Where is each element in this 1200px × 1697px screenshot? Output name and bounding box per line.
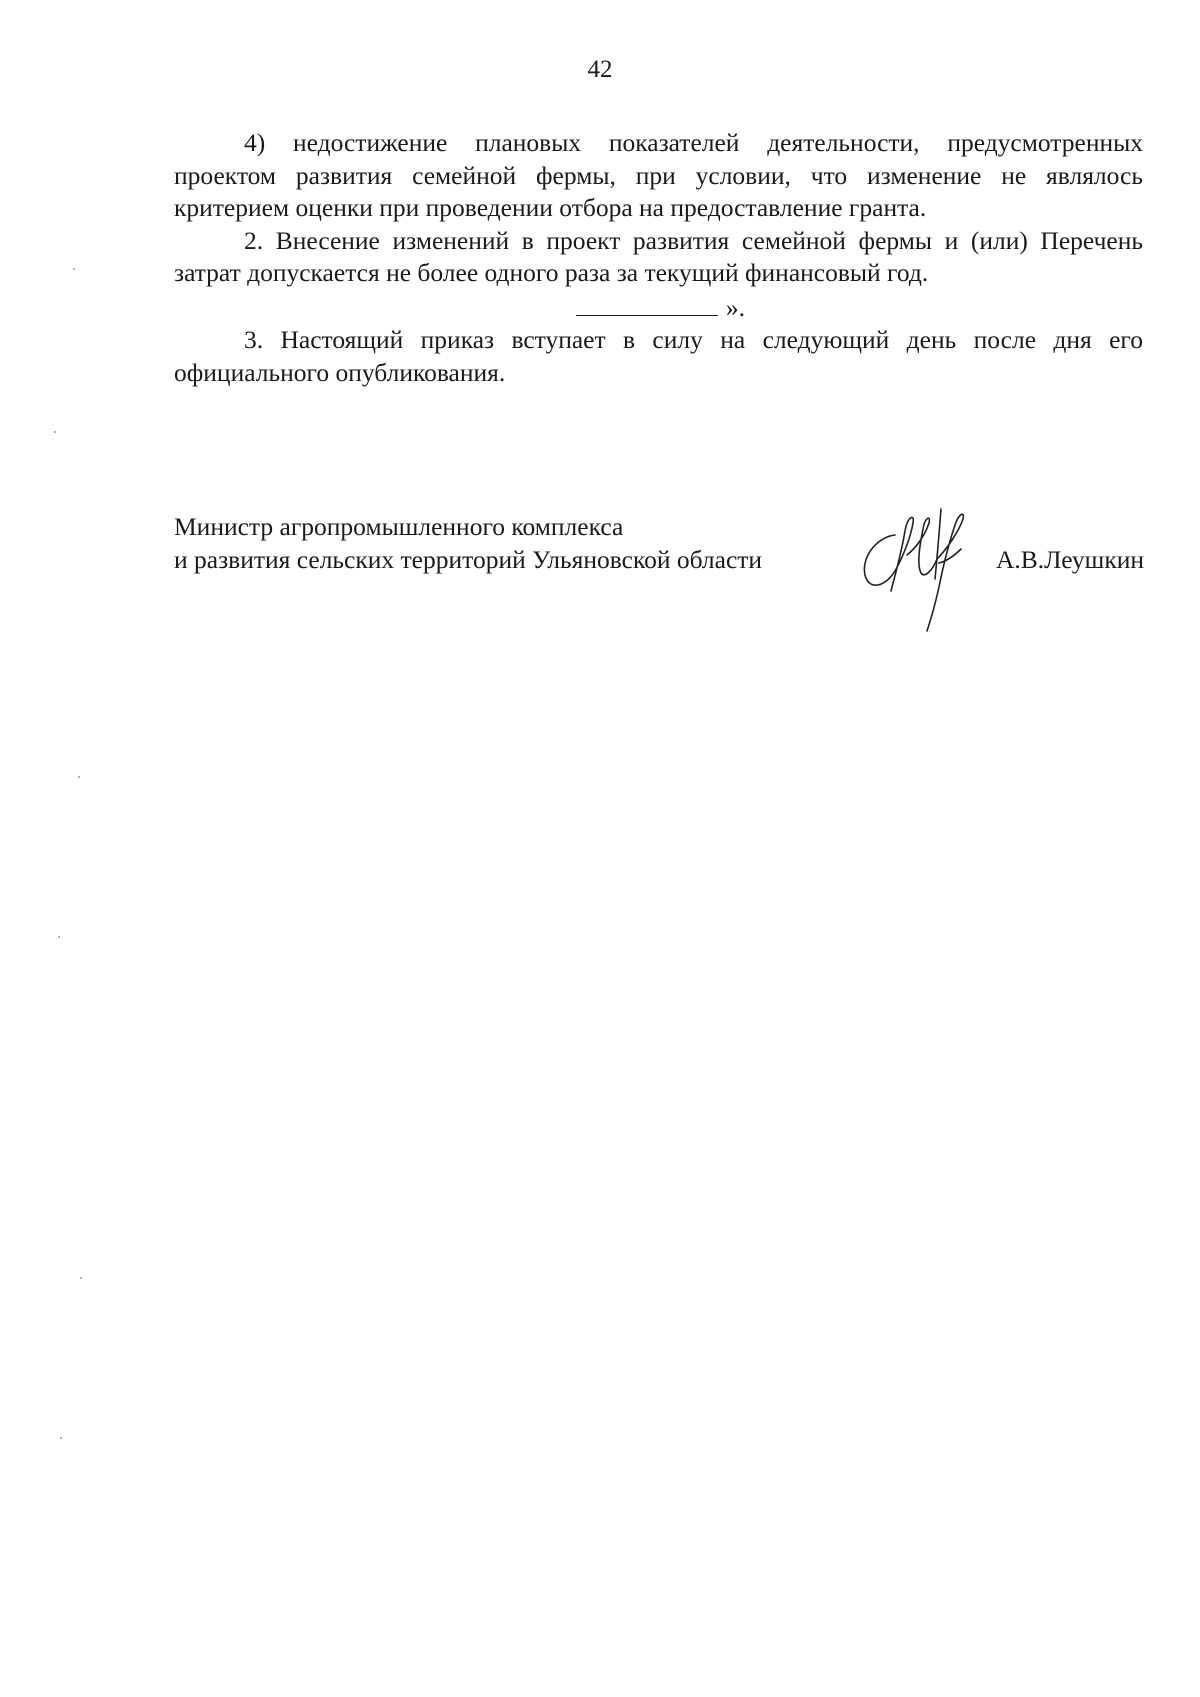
- scan-speck: [80, 1277, 82, 1279]
- closing-line: [174, 292, 1143, 325]
- paragraph-2: 2. Внесение изменений в проект развития семейной фермы и (или) Перечень затрат допускается не более одного раза за текущий финансовый год.: [174, 225, 1143, 287]
- paragraph-item-4: 4) недостижение плановых показателей деятельности, предусмотренных проектом развития семейной фермы, при условии, что изменение не являлось критерием оценки при проведении отбора на предоставление гранта.: [174, 128, 1143, 222]
- document-body: [174, 127, 1143, 389]
- signer-position-line-1: Министр агропромышленного комплекса: [174, 512, 624, 541]
- blank-line: [576, 293, 718, 316]
- scan-speck: [73, 268, 75, 270]
- scan-speck: [60, 1437, 62, 1439]
- handwritten-signature-icon: [855, 495, 1005, 635]
- closing-quote: ».: [725, 292, 745, 322]
- scan-speck: [54, 431, 56, 433]
- signer-position-line-2: и развития сельских территорий Ульяновской области: [174, 544, 763, 574]
- page-number: 42: [587, 56, 613, 83]
- scan-speck: [78, 776, 80, 778]
- scan-speck: [58, 936, 60, 938]
- paragraph-3: 3. Настоящий приказ вступает в силу на следующий день после дня его официального опубликования.: [174, 325, 1143, 387]
- signer-name: А.В.Леушкин: [995, 544, 1144, 574]
